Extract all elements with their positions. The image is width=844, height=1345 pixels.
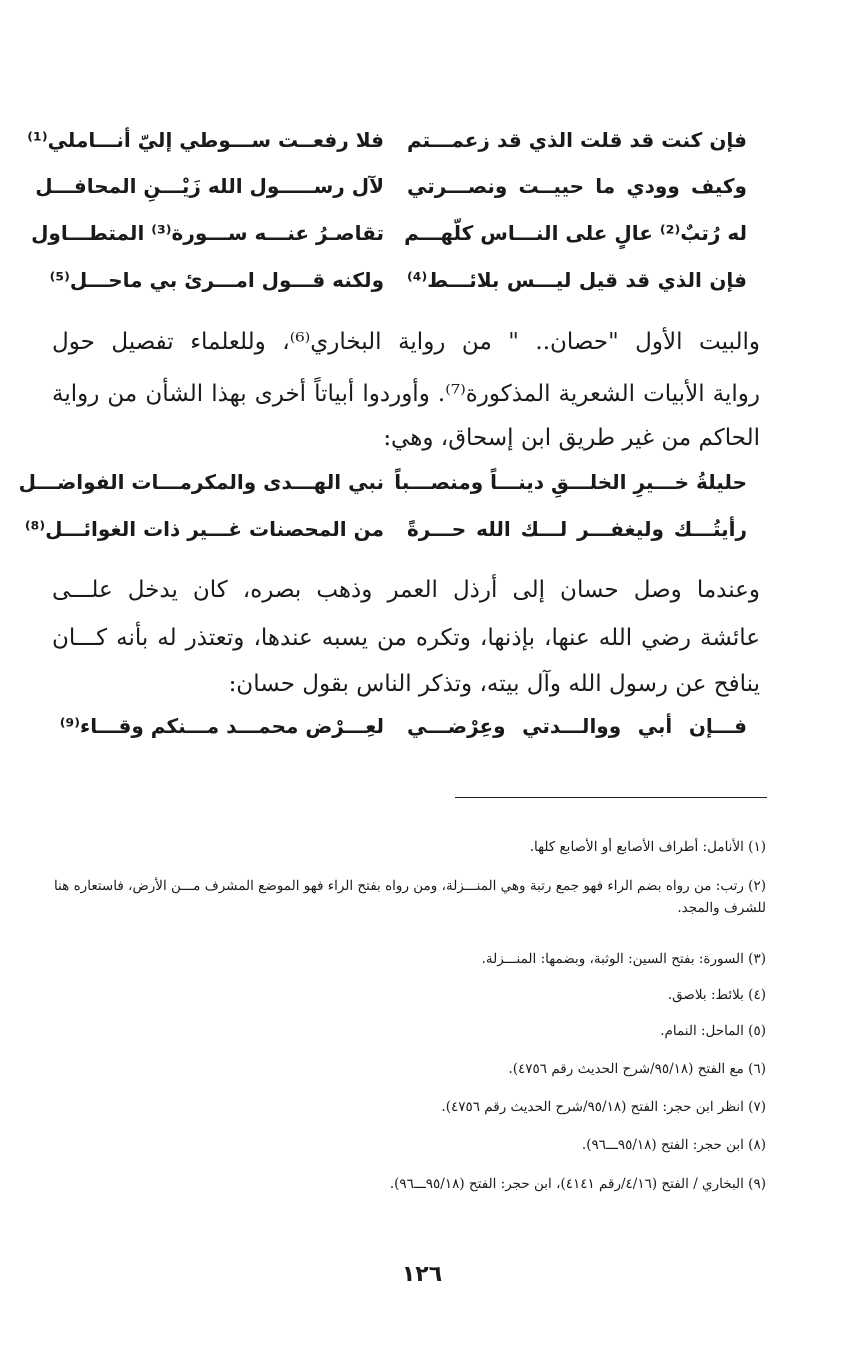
footnote: (٥) الماحل: النمام. xyxy=(660,1023,766,1039)
body-text-line: الحاكم من غير طريق ابن إسحاق، وهي: xyxy=(383,425,760,451)
footnote: (٣) السورة: بفتح السين: الوثبة، وبضمها: المنـــزلة. xyxy=(481,951,766,967)
verse-line xyxy=(0,517,844,557)
verse-line xyxy=(0,268,844,308)
verse-first-hemistich: فـــإن أبي ووالـــدتي وعِرْضـــي xyxy=(407,714,747,738)
verse-first-hemistich: فإن الذي قد قيل ليـــس بلائـــط⁽⁴⁾ xyxy=(407,268,747,292)
verse-second-hemistich: نبي الهـــدى والمكرمـــات الفواضـــل xyxy=(18,470,384,494)
verse-first-hemistich: فإن كنت قد قلت الذي قد زعمـــتم xyxy=(407,128,747,152)
verse-second-hemistich: من المحصنات غـــير ذات الغوائـــل⁽⁸⁾ xyxy=(24,517,384,541)
body-text-line: رواية الأبيات الشعرية المذكورة⁽⁷⁾. وأوردوا أبياتاً أخرى بهذا الشأن من رواية xyxy=(52,381,760,407)
footnote: (٤) بلائط: بلاصق. xyxy=(667,987,766,1003)
body-text-line: والبيت الأول "حصان.. " من رواية البخاري⁽⁶⁾، وللعلماء تفصيل حول xyxy=(52,329,760,355)
footnote: (٢) رتب: من رواه بضم الراء فهو جمع رتبة وهي المنـــزلة، ومن رواه بفتح الراء فهو الموضع المشرف مـــن الأرض، فاستعاره هنا للشرف والمجد. xyxy=(54,878,766,916)
body-text-line: عائشة رضي الله عنها، بإذنها، وتكره من يسبه عندها، وتعتذر له بأنه كـــان xyxy=(52,625,760,651)
verse-line xyxy=(0,128,844,168)
verse-first-hemistich: رأيتُـــك وليغفـــر لـــك الله حـــرةً xyxy=(407,517,747,541)
verse-second-hemistich: ولكنه قـــول امـــرئ بي ماحـــل⁽⁵⁾ xyxy=(49,268,384,292)
verse-line xyxy=(0,714,844,754)
footnote-separator xyxy=(455,797,767,798)
footnote: (٩) البخاري / الفتح (٤/١٦/رقم ٤١٤١)، ابن حجر: الفتح (٩٥/١٨ـــ٩٦). xyxy=(389,1176,766,1192)
verse-line xyxy=(0,221,844,261)
footnote: (١) الأنامل: أطراف الأصابع أو الأصابع كلها. xyxy=(529,839,766,855)
verse-second-hemistich: تقاصـرُ عنـــه ســـورة⁽³⁾ المتطـــاول xyxy=(31,221,384,245)
verse-second-hemistich: لعِـــرْض محمـــد مـــنكم وقـــاء⁽⁹⁾ xyxy=(59,714,384,738)
verse-line xyxy=(0,470,844,510)
body-text-line: ينافح عن رسول الله وآل بيته، وتذكر الناس بقول حسان: xyxy=(228,671,760,697)
verse-second-hemistich: لآل رســـــول الله زَيْـــنِ المحافـــل xyxy=(35,174,384,198)
footnote: (٨) ابن حجر: الفتح (٩٥/١٨ـــ٩٦). xyxy=(581,1137,766,1153)
footnote: (٦) مع الفتح (٩٥/١٨/شرح الحديث رقم ٤٧٥٦). xyxy=(508,1061,766,1077)
verse-second-hemistich: فلا رفعــت ســـوطي إليّ أنـــاملي⁽¹⁾ xyxy=(27,128,384,152)
page-number: ١٢٦ xyxy=(401,1262,443,1287)
footnote: (٧) انظر ابن حجر: الفتح (٩٥/١٨/شرح الحديث رقم ٤٧٥٦). xyxy=(441,1099,766,1115)
body-text-line: وعندما وصل حسان إلى أرذل العمر وذهب بصره، كان يدخل علـــى xyxy=(52,577,760,603)
verse-line xyxy=(0,174,844,214)
verse-first-hemistich: له رُتبٌ⁽²⁾ عالٍ على النـــاس كلّهـــم xyxy=(404,221,747,245)
verse-first-hemistich: حليلةُ خـــيرِ الخلـــقِ دينـــاً ومنصـــباً xyxy=(394,470,747,494)
verse-first-hemistich: وكيف وودي ما حييــت ونصـــرتي xyxy=(407,174,747,198)
